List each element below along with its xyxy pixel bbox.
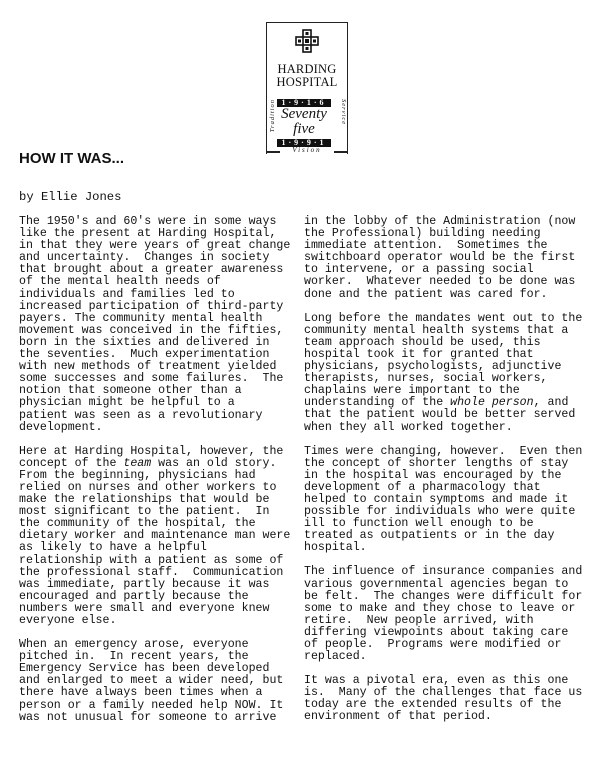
text-line: like the present at Harding Hospital, (19, 227, 277, 241)
text-line: was immediate, partly because it was (19, 577, 270, 591)
text-line: dietary worker and maintenance man were (19, 529, 291, 543)
text-line: was not unusual for someone to arrive (19, 710, 277, 724)
text-line: most significant to the patient. In (19, 505, 270, 519)
paragraph (19, 446, 305, 627)
text-line: individuals and families led to (19, 287, 235, 301)
logo-side-right: Service (340, 99, 347, 126)
text-line: of people. Programs were modified or (304, 638, 562, 651)
text-line: in the lobby of the Administration (now (304, 215, 576, 228)
text-line: chaplains were important to the (304, 384, 520, 398)
text-line: Times were changing, however. Even then (304, 444, 583, 458)
text-line: done and the patient was cared for. (304, 287, 548, 301)
text-line: switchboard operator would be the first (304, 251, 576, 265)
text-line: notion that someone other than a (19, 384, 242, 398)
text-line: in the hospital was encouraged by the (304, 468, 562, 482)
text-line: there have always been times when a (19, 686, 263, 700)
logo-name-line1: HARDING (277, 62, 337, 76)
hospital-logo (266, 22, 348, 154)
text-line: encouraged and partly because the (19, 589, 249, 603)
text-line: From the beginning, physicians had (19, 468, 256, 482)
cross-emblem-icon (295, 29, 319, 53)
paragraph (19, 639, 305, 724)
logo-side-left: Tradition (269, 99, 276, 133)
text-line: payers. The community mental health (19, 311, 263, 325)
text-line: Here at Harding Hospital, however, the (19, 444, 284, 458)
text-line: some to make and they chose to leave or (304, 601, 576, 615)
text-line: replaced. (304, 650, 367, 664)
text-line: born in the sixties and delivered in (19, 335, 270, 349)
text-line: that brought about a greater awareness (19, 263, 284, 277)
paragraph (304, 675, 590, 723)
text-line: When an emergency arose, everyone (19, 638, 249, 652)
text-line: to intervene, or a passing social (304, 263, 534, 277)
logo-bottom-text: Vision (292, 146, 322, 154)
text-line: the Professional) building needing (304, 227, 541, 241)
paragraph (304, 216, 590, 301)
text-line: understanding of the whole person, and (304, 396, 569, 410)
text-line: differing viewpoints about taking care (304, 625, 569, 639)
article-byline: by Ellie Jones (19, 190, 122, 204)
text-line: retire. New people arrived, with (304, 613, 534, 627)
text-line: The influence of insurance companies and (304, 565, 583, 579)
article-title: HOW IT WAS... (19, 150, 124, 167)
text-line: of the mental health needs of (19, 275, 221, 289)
anniversary-band (273, 95, 335, 153)
left-column (19, 216, 305, 724)
text-line: the concept of shorter lengths of stay (304, 456, 569, 470)
text-line: is. Many of the challenges that face us (304, 686, 583, 700)
text-line: development. (19, 420, 103, 434)
text-line: movement was conceived in the fifties, (19, 323, 284, 337)
text-line: increased participation of third-party (19, 299, 284, 313)
text-line: with new methods of treatment yielded (19, 360, 277, 374)
text-line: everyone else. (19, 614, 117, 627)
text-line: physician might be helpful to a (19, 396, 235, 410)
text-line: Emergency Service has been developed (19, 662, 270, 676)
text-line: worker. Whatever needed to be done was (304, 275, 576, 289)
band-year-start: 1·9·1·6 (277, 99, 331, 107)
band-seventy: Seventy (281, 106, 327, 122)
paragraph (304, 566, 590, 663)
text-line: concept of the team was an old story. (19, 456, 277, 470)
logo-bottom (266, 146, 348, 156)
band-year-end: 1·9·9·1 (277, 139, 331, 147)
text-line: hospital took it for granted that (304, 347, 534, 361)
text-line: helped to contain symptoms and made it (304, 492, 569, 506)
text-line: the professional staff. Communication (19, 565, 284, 579)
text-line: some successes and some failures. The (19, 372, 284, 386)
text-line: development of a pharmacology that (304, 480, 541, 494)
text-line: and enlarged to meet a wider need, but (19, 674, 284, 688)
text-line: relied on nurses and other workers to (19, 480, 277, 494)
text-line: be felt. The changes were difficult for (304, 589, 583, 603)
text-line: the seventies. Much experimentation (19, 348, 270, 362)
text-line: The 1950's and 60's were in some ways (19, 215, 277, 228)
text-line: the community of the hospital, the (19, 517, 256, 531)
text-line: make the relationships that would be (19, 493, 270, 507)
text-line: community mental health systems that a (304, 323, 569, 337)
logo-hospital-name (267, 63, 347, 89)
text-line: possible for individuals who were quite (304, 505, 576, 519)
text-line: therapists, nurses, social workers, (304, 372, 548, 386)
text-line: today are the extended results of the (304, 698, 562, 712)
text-line: various governmental agencies began to (304, 577, 569, 591)
text-line: Long before the mandates went out to the (304, 311, 583, 325)
text-line: immediate attention. Sometimes the (304, 239, 548, 253)
text-line: that the patient would be better served (304, 408, 576, 422)
text-line: relationship with a patient as some of (19, 553, 284, 567)
text-line: in that they were years of great change (19, 239, 291, 253)
text-line: ill to function well enough to be (304, 517, 534, 531)
text-line: numbers were small and everyone knew (19, 601, 270, 615)
text-line: hospital. (304, 541, 367, 555)
band-five: five (293, 121, 315, 137)
paragraph (304, 313, 590, 434)
text-line: It was a pivotal era, even as this one (304, 674, 569, 688)
text-line: treated as outpatients or in the day (304, 529, 555, 543)
text-line: team approach should be used, this (304, 335, 541, 349)
text-line: physicians, psychologists, adjunctive (304, 360, 562, 374)
text-line: patient was seen as a revolutionary (19, 408, 263, 422)
text-line: pitched in. In recent years, the (19, 650, 249, 664)
text-line: person or a family needed help NOW. It (19, 698, 284, 712)
right-column (304, 216, 590, 724)
text-line: environment of that period. (304, 710, 492, 724)
paragraph (19, 216, 305, 434)
paragraph (304, 446, 590, 555)
logo-name-line2: HOSPITAL (276, 75, 338, 89)
text-line: and uncertainty. Changes in society (19, 251, 270, 265)
text-line: as likely to have a helpful (19, 541, 207, 555)
text-line: when they all worked together. (304, 420, 513, 434)
